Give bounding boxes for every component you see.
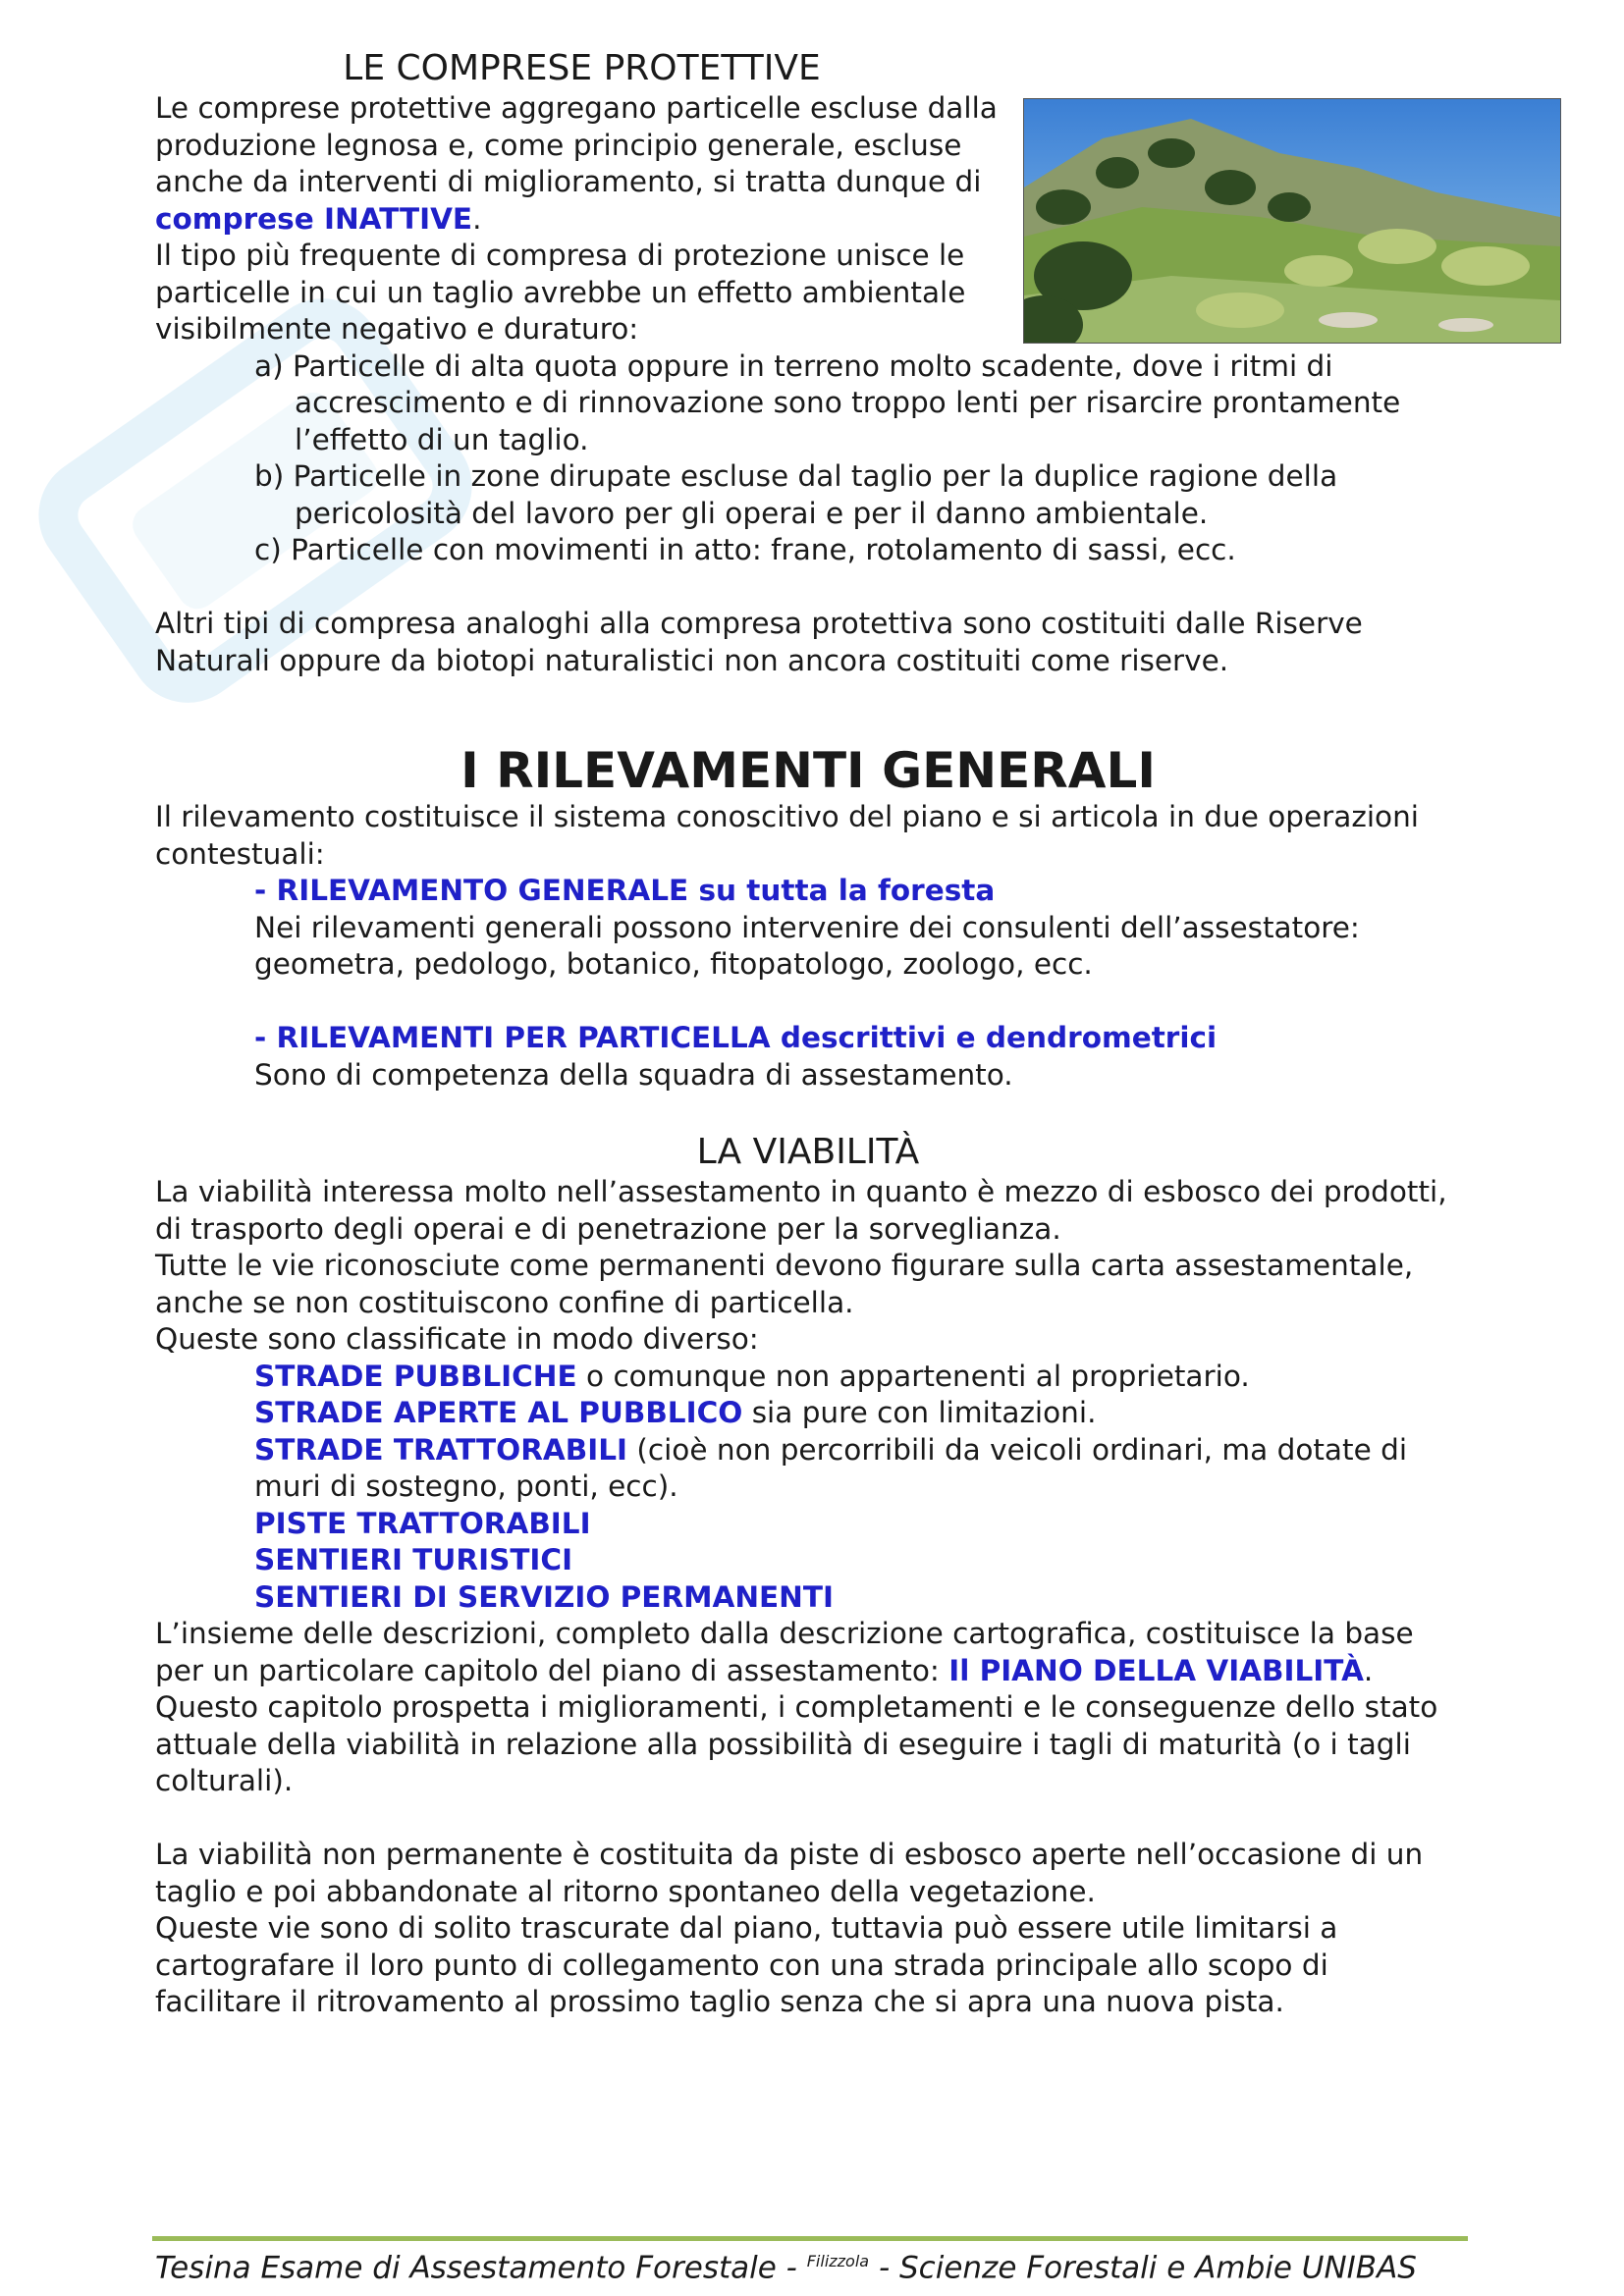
page-footer: Tesina Esame di Assestamento Forestale - $^{Filizzola}$ - Scienze Forestali e Ambie UNIBAS — [155, 2250, 1417, 2286]
paragraph: La viabilità non permanente è costituita da piste di esbosco aperte nell’occasione di un taglio e poi abbandonate al ritorno spontaneo della vegetazione. — [155, 1838, 1424, 1908]
section-rilevamenti-generali — [155, 742, 1461, 1094]
paragraph: L’insieme delle descrizioni, completo dalla descrizione cartografica, costituisce la base per un particolare capitolo del piano di assestamento: Il PIANO DELLA VIABILITÀ. — [155, 1617, 1414, 1687]
paragraph: Tutte le vie riconosciute come permanenti devono figurare sulla carta assestamentale, anche se non costituiscono confine di particella. — [155, 1249, 1414, 1319]
paragraph: Questo capitolo prospetta i miglioramenti, i completamenti e le conseguenze dello stato attuale della viabilità in relazione alla possibilità di eseguire i tagli di maturità (o i tagli colturali). — [155, 1690, 1438, 1797]
list-item: PISTE TRATTORABILI — [254, 1506, 591, 1540]
paragraph: La viabilità interessa molto nell’assestamento in quanto è mezzo di esbosco dei prodotti, di trasporto degli operai e di penetrazione per la sorveglianza. — [155, 1175, 1447, 1246]
paragraph: Le comprese protettive aggregano particelle escluse dalla produzione legnosa e, come principio generale, escluse anche da interventi di miglioramento, si tratta dunque di comprese INATTIVE. — [155, 91, 998, 236]
section-comprese-protettive — [155, 47, 1461, 679]
list-item: STRADE TRATTORABILI (cioè non percorribili da veicoli ordinari, ma dotate di muri di sostegno, ponti, ecc). — [254, 1432, 1408, 1503]
paragraph: Il tipo più frequente di compresa di protezione unisce le particelle in cui un taglio avrebbe un effetto ambientale visibilmente negativo e duraturo: — [155, 239, 966, 346]
paragraph: Queste sono classificate in modo diverso: — [155, 1322, 759, 1356]
section-title: LE COMPRESE PROTETTIVE — [343, 48, 821, 88]
paragraph: Queste vie sono di solito trascurate dal piano, tuttavia può essere utile limitarsi a cartografare il loro punto di collegamento con una strada principale allo scopo di facilitare il ritrovamento al prossimo taglio senza che si apra una nuova pista. — [155, 1911, 1338, 2018]
footer-rule — [152, 2236, 1468, 2241]
paragraph: Nei rilevamenti generali possono intervenire dei consulenti dell’assestatore: geometra, pedologo, botanico, fitopatologo, zoologo, ecc. — [254, 910, 1360, 981]
section-viabilita — [155, 1131, 1461, 2021]
paragraph: Il rilevamento costituisce il sistema conoscitivo del piano e si articola in due operazioni contestuali: — [155, 800, 1419, 871]
list-item: a) Particelle di alta quota oppure in terreno molto scadente, dove i ritmi di accrescimento e di rinnovazione sono troppo lenti per risarcire prontamente l’effetto di un taglio. — [254, 348, 1401, 456]
mountain-forest-photo — [1023, 98, 1561, 344]
paragraph: Altri tipi di compresa analoghi alla compresa protettiva sono costituiti dalle Riserve Naturali oppure da biotopi naturalistici non ancora costituiti come riserve. — [155, 607, 1363, 677]
section-title: I RILEVAMENTI GENERALI — [460, 742, 1156, 799]
paragraph: Sono di competenza della squadra di assestamento. — [254, 1057, 1013, 1092]
emphasis-text: Il PIANO DELLA VIABILITÀ — [948, 1653, 1364, 1687]
list-item: b) Particelle in zone dirupate escluse dal taglio per la duplice ragione della pericolosità del lavoro per gli operai e per il danno ambientale. — [254, 459, 1338, 530]
list-item: SENTIERI TURISTICI — [254, 1543, 573, 1576]
document-body — [155, 47, 1461, 2021]
list-item: c) Particelle con movimenti in atto: frane, rotolamento di sassi, ecc. — [254, 533, 1236, 566]
footer-author: Filizzola — [806, 2252, 870, 2270]
list-item: STRADE PUBBLICHE o comunque non appartenenti al proprietario. — [254, 1359, 1250, 1393]
section-title: LA VIABILITÀ — [696, 1132, 920, 1172]
list-item: STRADE APERTE AL PUBBLICO sia pure con limitazioni. — [254, 1396, 1097, 1429]
subsection-title: - RILEVAMENTI PER PARTICELLA descrittivi e dendrometrici — [254, 1021, 1218, 1054]
emphasis-text: comprese INATTIVE — [155, 201, 473, 236]
list-item: SENTIERI DI SERVIZIO PERMANENTI — [254, 1579, 834, 1614]
subsection-title: - RILEVAMENTO GENERALE su tutta la foresta — [254, 874, 996, 907]
